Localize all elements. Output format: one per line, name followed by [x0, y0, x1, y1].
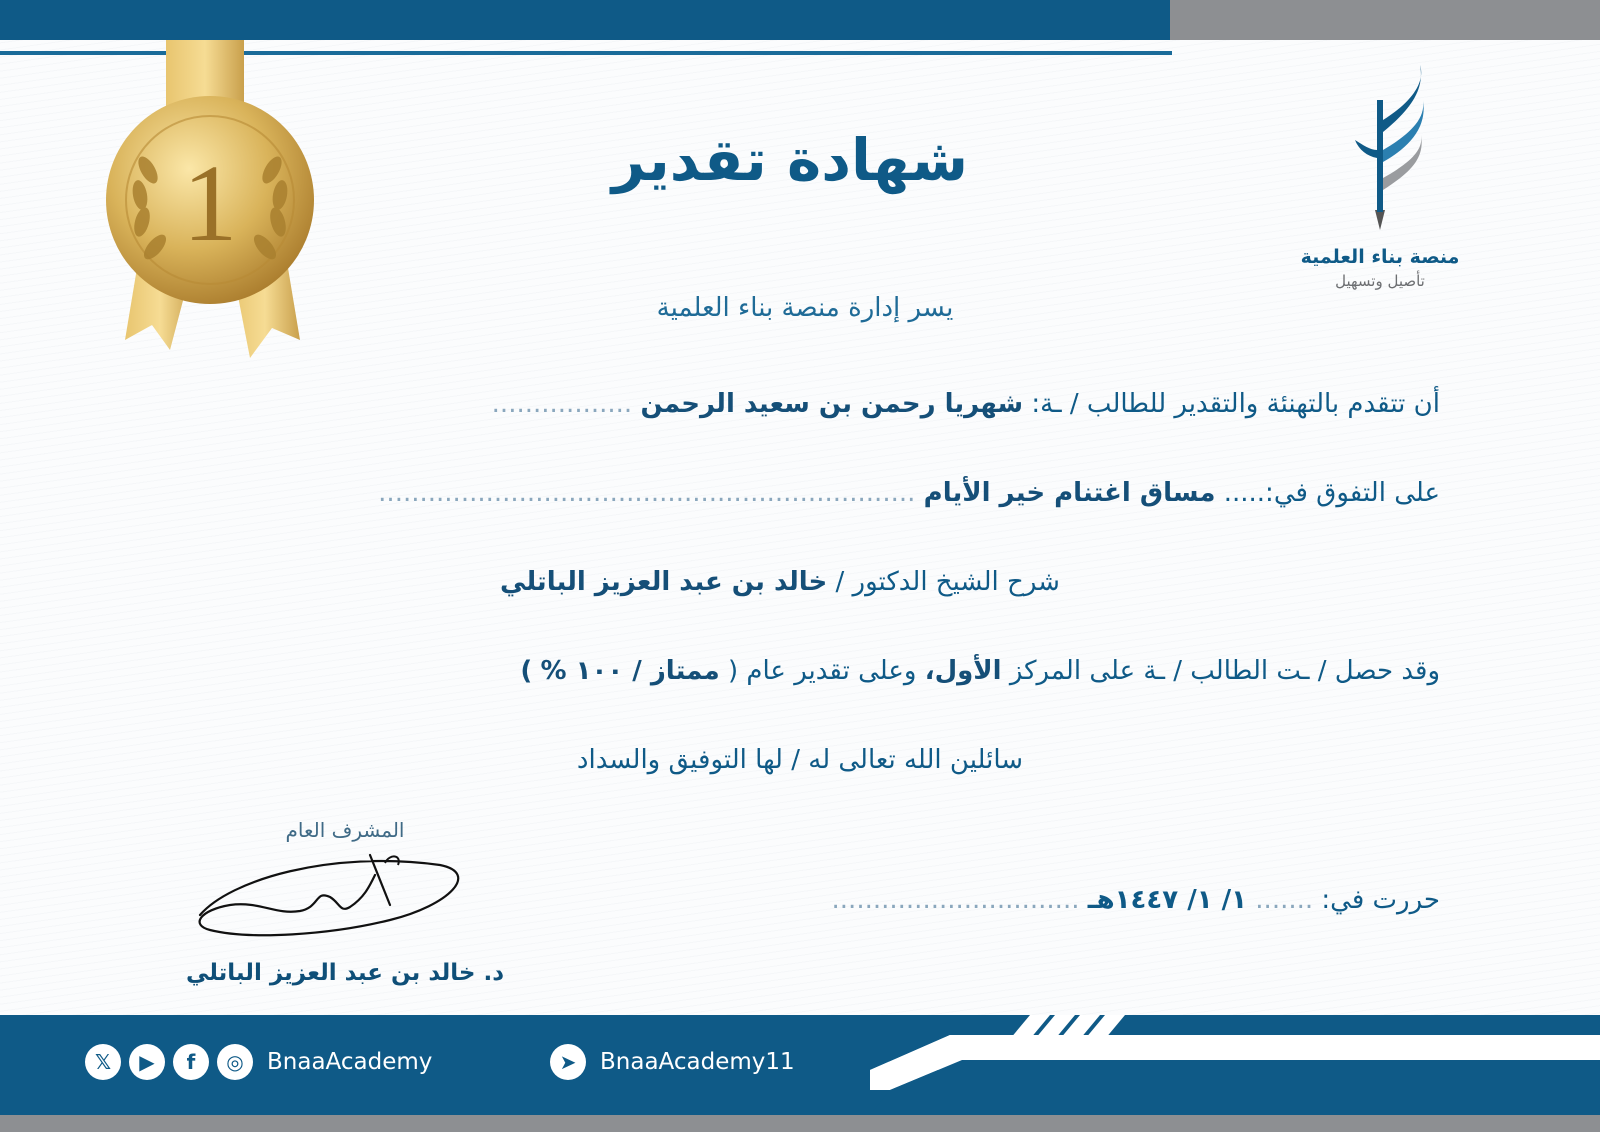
- supervisor-title: المشرف العام: [285, 818, 405, 842]
- dotted-fill: .................: [491, 389, 633, 419]
- student-name: شهريا رحمن بن سعيد الرحمن: [640, 389, 1024, 419]
- course-line: [378, 473, 1440, 513]
- signature-icon: [190, 845, 480, 955]
- telegram-link: [550, 1040, 795, 1084]
- course-name: مساق اغتنام خير الأيام: [923, 478, 1216, 508]
- date-value: ١/ ١/ ١٤٤٧هـ: [1087, 885, 1248, 915]
- explainer-label: شرح الشيخ الدكتور /: [835, 567, 1060, 597]
- grade-label: وعلى تقدير عام (: [727, 656, 917, 686]
- top-blue-band: [0, 0, 1172, 40]
- top-gray-band: [1170, 0, 1600, 40]
- explainer-name: خالد بن عبد العزيز الباتلي: [500, 567, 828, 597]
- x-icon[interactable]: 𝕏: [85, 1044, 121, 1080]
- logo-name: منصة بناء العلمية: [1300, 246, 1460, 268]
- rank-line: [520, 651, 1440, 691]
- student-label: أن تتقدم بالتهنئة والتقدير للطالب / ـة:: [1031, 389, 1440, 419]
- platform-logo: [1290, 60, 1470, 310]
- social-handle[interactable]: BnaaAcademy: [267, 1049, 433, 1075]
- dotted-fill: .......: [1255, 885, 1314, 915]
- grade-value: ممتاز / ١٠٠ %: [540, 656, 720, 686]
- certificate-title: شهادة تقدير: [611, 126, 969, 194]
- dotted-fill: ..............................: [831, 885, 1080, 915]
- telegram-icon[interactable]: ➤: [550, 1044, 586, 1080]
- course-label: على التفوق في:.....: [1223, 478, 1440, 508]
- rank-prefix: وقد حصل / ـت الطالب / ـة على المركز: [1009, 656, 1440, 686]
- gold-medal-icon: [100, 40, 330, 370]
- pen-logo-icon: [1325, 60, 1435, 240]
- dotted-fill: .................................................................: [378, 478, 916, 508]
- facebook-icon[interactable]: f: [173, 1044, 209, 1080]
- instagram-icon[interactable]: ◎: [217, 1044, 253, 1080]
- intro-line: يسر إدارة منصة بناء العلمية: [656, 293, 954, 323]
- supervisor-name: د. خالد بن عبد العزيز الباتلي: [185, 960, 505, 986]
- grade-close: ): [520, 656, 533, 686]
- medal-number: 1: [182, 142, 238, 264]
- closing-line: سائلين الله تعالى له / لها التوفيق والسداد: [576, 745, 1024, 775]
- telegram-handle[interactable]: BnaaAcademy11: [600, 1049, 795, 1075]
- social-links: [85, 1040, 432, 1084]
- rank-value: الأول،: [924, 656, 1002, 686]
- logo-tagline: تأصيل وتسهيل: [1335, 272, 1425, 290]
- issue-date: [832, 880, 1440, 920]
- explainer-line: [380, 562, 1180, 602]
- date-label: حررت في:: [1321, 885, 1440, 915]
- youtube-icon[interactable]: ▶: [129, 1044, 165, 1080]
- student-line: [492, 384, 1440, 424]
